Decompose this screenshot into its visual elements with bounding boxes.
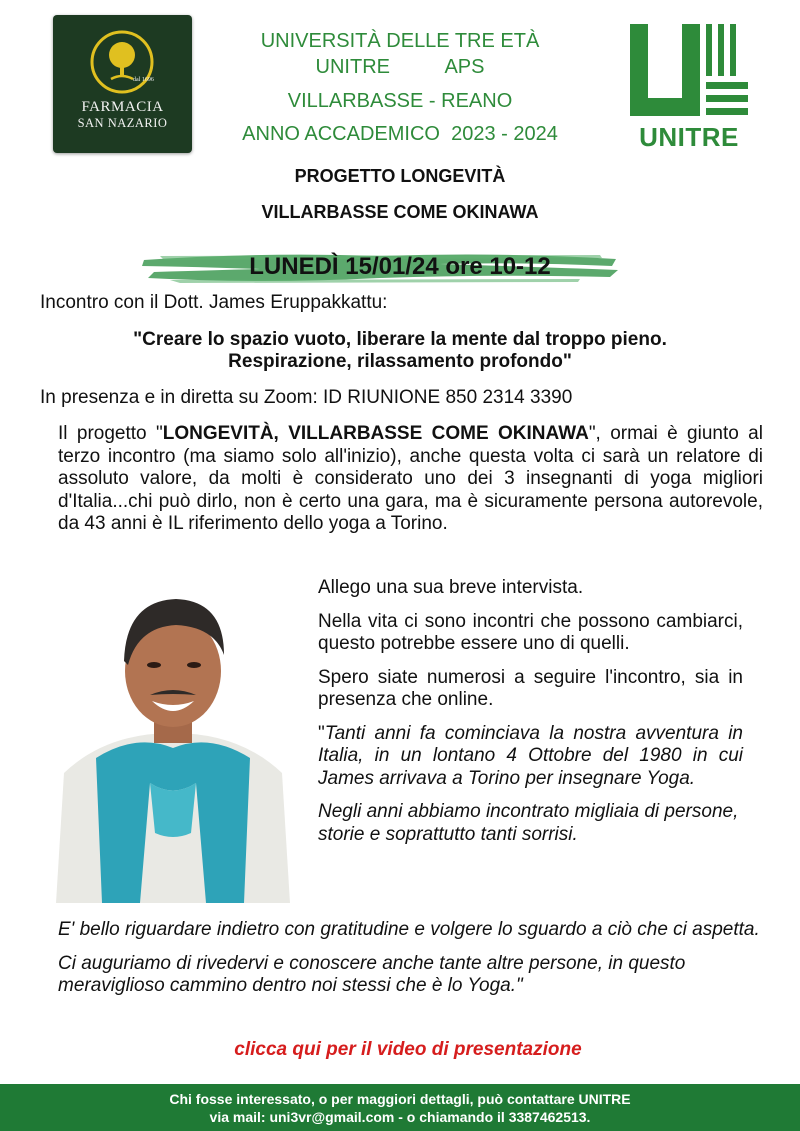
event-date: LUNEDÌ 15/01/24 ore 10-12	[249, 253, 551, 280]
footer-contact: via mail: uni3vr@gmail.com - o chiamando il 3387462513.	[209, 1109, 591, 1125]
farmacia-san-nazario-logo	[53, 15, 192, 153]
video-presentation-link[interactable]: clicca qui per il video di presentazione	[234, 1039, 582, 1060]
interview-note: Allego una sua breve intervista.	[318, 577, 584, 598]
university-short-name: UNITRE APS	[315, 56, 485, 78]
paragraph-prefix: Il progetto "	[58, 423, 163, 444]
farmacia-logo-line1: FARMACIA	[81, 99, 164, 115]
zoom-meeting-info: In presenza e in diretta su Zoom: ID RIUNIONE 850 2314 3390	[40, 387, 573, 408]
quote-paragraph-2: Negli anni abbiamo incontrato migliaia di persone, storie e soprattutto tanti sorrisi.	[318, 801, 739, 845]
talk-title-line1: "Creare lo spazio vuoto, liberare la mente dal troppo pieno.	[133, 329, 667, 350]
footer-line1: Chi fosse interessato, o per maggiori dettagli, può contattare UNITRE	[169, 1091, 631, 1107]
farmacia-logo-line2: SAN NAZARIO	[77, 116, 168, 130]
quote-text-1: Tanti anni fa cominciava la nostra avventura in Italia, in un lontano 4 Ottobre del 1980 in cui James arrivava a Torino per insegnare Yoga.	[318, 722, 743, 789]
quote-paragraph-3: E' bello riguardare indietro con gratitudine e volgere lo sguardo a ciò che ci aspetta.	[58, 919, 760, 940]
meeting-intro: Incontro con il Dott. James Eruppakkattu:	[40, 292, 388, 313]
university-location: VILLARBASSE - REANO	[287, 90, 513, 112]
paragraph-body: ", ormai è giunto al terzo incontro (ma siamo solo all'inizio), anche questa volta ci sarà un relatore di assoluto valore, da molti è considerato uno dei 3 insegnanti di yoga migliori d'Italia...chi può dirlo, non è certo una gara, ma è sicuramente persona autorevole, da 43 anni è IL riferimento dello yoga a Torino.	[58, 423, 763, 535]
project-description	[58, 423, 763, 536]
talk-title	[40, 329, 760, 373]
project-title: PROGETTO LONGEVITÀ	[294, 166, 506, 186]
paragraph-project-name: LONGEVITÀ, VILLARBASSE COME OKINAWA	[162, 423, 589, 444]
unitre-logo-word: UNITRE	[639, 122, 739, 152]
tree-emblem-icon	[89, 29, 155, 95]
contact-footer	[0, 1084, 800, 1131]
quote-paragraph-4: Ci auguriamo di rivedervi e conoscere anche tante altre persone, in questo meraviglioso cammino dentro noi stessi che è lo Yoga."	[58, 952, 686, 996]
project-subtitle: VILLARBASSE COME OKINAWA	[261, 202, 539, 222]
closing-quote	[58, 919, 763, 1009]
quote-paragraph-1	[318, 723, 743, 791]
quote-open-mark: "	[318, 722, 325, 744]
svg-text:dal 1696: dal 1696	[133, 77, 154, 83]
talk-title-line2: Respirazione, rilassamento profondo"	[228, 351, 572, 372]
encounter-note: Nella vita ci sono incontri che possono cambiarci, questo potrebbe essere uno di quelli.	[318, 610, 743, 654]
james-portrait-photo	[46, 583, 300, 903]
university-name: UNIVERSITÀ DELLE TRE ETÀ	[260, 30, 540, 52]
right-column-text	[318, 577, 743, 857]
invitation-note: Spero siate numerosi a seguire l'incontro, sia in presenza che online.	[318, 666, 743, 710]
academic-year: ANNO ACCADEMICO 2023 - 2024	[242, 123, 558, 145]
